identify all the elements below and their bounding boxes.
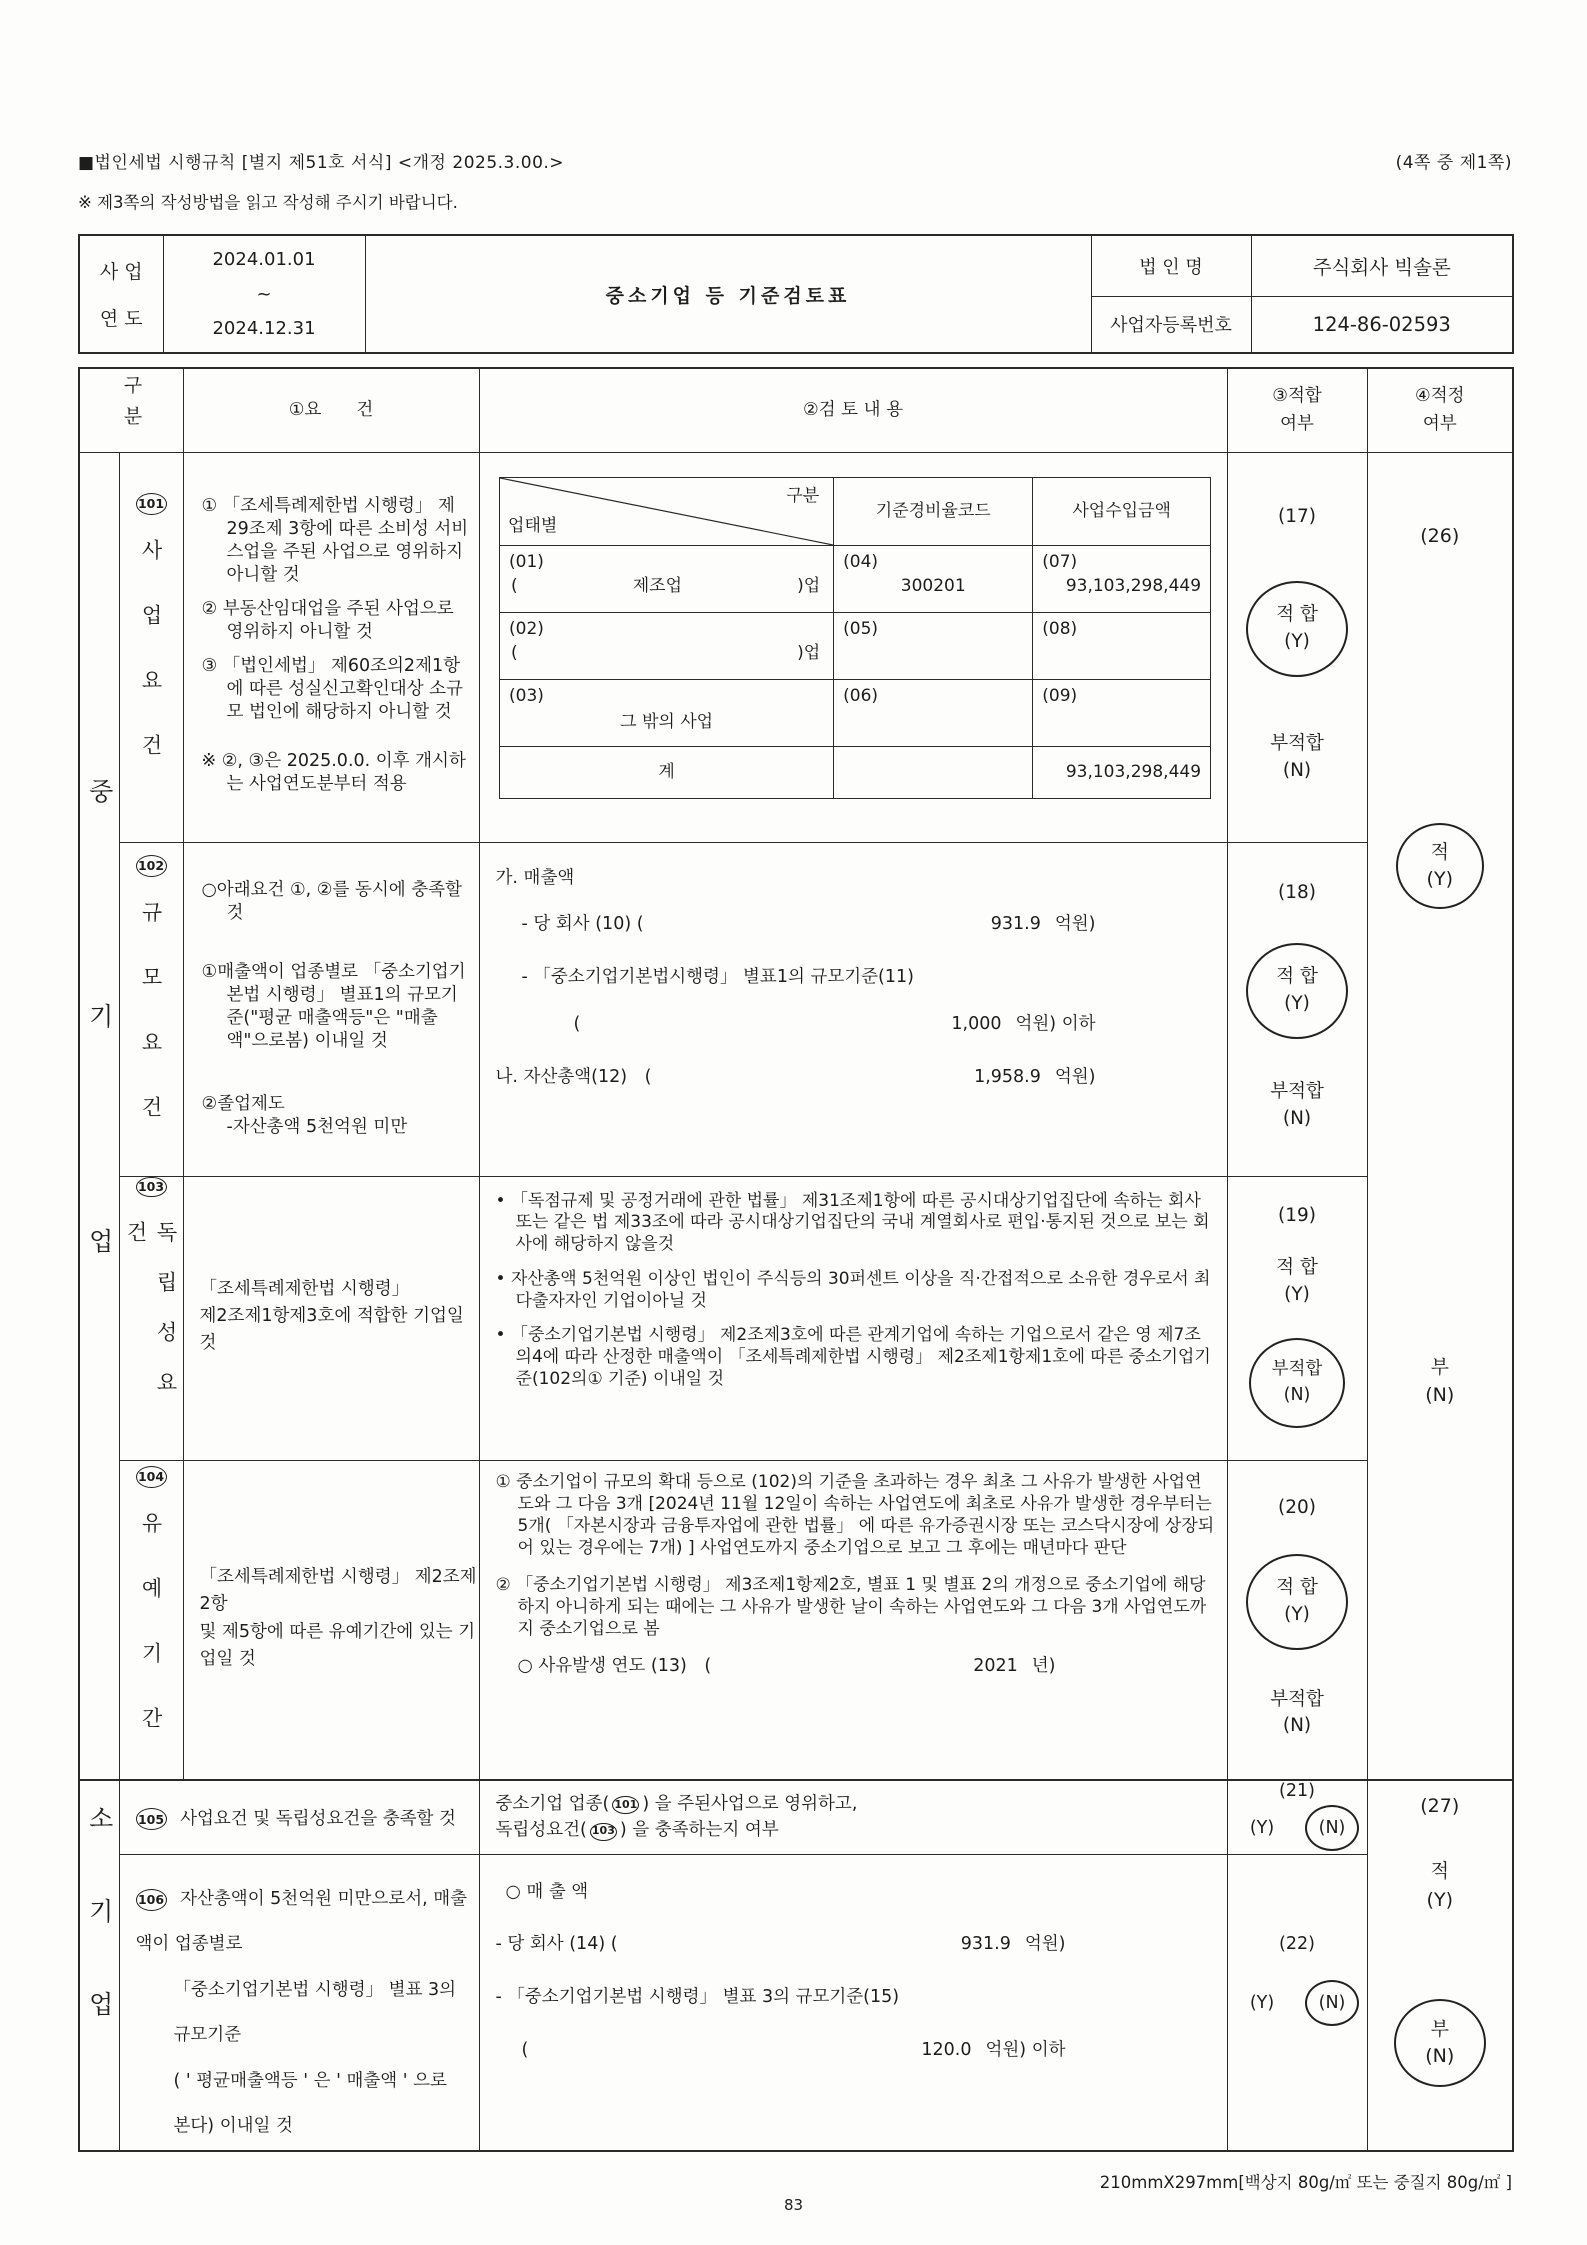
requirement-103	[183, 1176, 479, 1460]
column-header-row	[79, 368, 1513, 452]
result-19-cell	[1227, 1176, 1367, 1460]
review-line: 독립성요건( 103 ) 을 충족하는지 여부	[495, 1820, 779, 1841]
ref-badge-103: 103	[590, 1823, 617, 1841]
form-page	[78, 148, 1512, 2193]
requirement-text: 사업요건 및 독립성요건을 충족할 것	[180, 1808, 456, 1829]
section-104-badge-cell	[119, 1460, 183, 1780]
result-22-cell	[1227, 1854, 1367, 2151]
section-102-title: 규모요건	[139, 900, 163, 1161]
sales-own-row: - 당 회사 (14) ( 931.9 억원)	[495, 1934, 1066, 1955]
section-103-badge-cell	[119, 1176, 183, 1460]
industry-row-02	[500, 612, 1211, 679]
review-104	[479, 1460, 1227, 1780]
sales-own-row: - 당 회사 (10) ( 931.9 억원)	[521, 914, 1096, 935]
pass-mark-circled: 적 합 (Y)	[1246, 943, 1348, 1039]
requirement-text: 106 자산총액이 5천억원 미만으로서, 매출액이 업종별로	[135, 1888, 468, 1954]
requirement-text: 「조세특례제한법 시행령」	[199, 1278, 410, 1299]
review-bullet: • 「독점규제 및 공정거래에 관한 법률」 제31조제1항에 따른 공시대상기업집단에 속하는 회사 또는 같은 법 제33조에 따라 공시대상기업집단의 국내 계열회사로 편입·통지된 것으로 보는 회사에 해당하지 않을것	[495, 1190, 1210, 1254]
requirement-text: ② 부동산임대업을 주된 사업으로 영위하지 아니할 것	[201, 598, 454, 642]
requirement-text: ( ' 평균매출액등 ' 은 ' 매출액 ' 으로 본다) 이내일 것	[173, 2070, 447, 2136]
code-no: (05)	[843, 618, 879, 639]
col-header-fit: ③적합 여부	[1227, 368, 1367, 452]
requirement-text: -자산총액 5천억원 미만	[226, 1117, 408, 1138]
requirement-106	[119, 1854, 479, 2151]
result-21-cell	[1227, 1780, 1367, 1854]
table-row-105	[79, 1780, 1513, 1854]
corner-top-label: 구분	[786, 485, 820, 506]
instruction-note: ※ 제3쪽의 작성방법을 읽고 작성해 주시기 바랍니다.	[78, 193, 458, 212]
col-header-review: ②검 토 내 용	[479, 368, 1227, 452]
industry-revenue-table	[499, 477, 1211, 799]
sales-standard-line: - 「중소기업기본법시행령」 별표1의 규모기준(11)	[521, 967, 914, 987]
table-row-103	[79, 1176, 1513, 1460]
section-101-title: 사업요건	[139, 538, 163, 799]
adequacy-27-number: (27)	[1420, 1795, 1460, 1817]
sales-standard-row: ( 120.0 억원) 이하	[521, 2039, 1066, 2060]
revenue-value	[1042, 707, 1201, 737]
requirement-text: 「중소기업기본법 시행령」 별표 3의 규모기준	[173, 1979, 457, 2045]
business-year-label-cell	[79, 235, 163, 353]
group-label-medium: 중기업	[85, 778, 115, 1453]
table-row-102	[79, 842, 1513, 1176]
amount-no: (08)	[1042, 618, 1078, 639]
result-17-number: (17)	[1278, 506, 1316, 528]
review-paragraph: ① 중소기업이 규모의 확대 등으로 (102)의 기준을 초과하는 경우 최초 그 사유가 발생한 사업연도와 그 다음 3개 [2024년 11월 12일이 속하는 사업연도에 최초로 사유가 발생한 경우부터는 5개( 「자본시장과 금융투자업에 관한 법률」 에 따른 유가증권시장 또는 코스닥시장에 상장되어 있는 경우에는 7개) ] 사업연도까지 중소기업으로 보고 그 후에는 매년마다 판단	[495, 1471, 1215, 1558]
pass-mark-circled: 적 합 (Y)	[1246, 581, 1348, 677]
requirement-text: ① 「조세특례제한법 시행령」 제29조제 3항에 따른 소비성 서비스업을 주된 사업으로 영위하지 아니할 것	[201, 495, 469, 585]
asset-total-value: 1,958.9	[974, 1066, 1041, 1087]
pass-mark: 적 합 (Y)	[1276, 1257, 1318, 1305]
expense-code-value: 300201	[900, 575, 966, 596]
requirement-text: 제2조제1항제3호에 적합한 기업일것	[199, 1305, 464, 1354]
adequate-mark: 적 (Y)	[1426, 1860, 1453, 1911]
requirement-text: ①매출액이 업종별로 「중소기업기본법 시행령」 별표1의 규모기준("평균 매출액등"은 "매출액"으로봄) 이내일 것	[201, 961, 466, 1051]
result-20-number: (20)	[1278, 1496, 1316, 1518]
section-101-badge: 101	[136, 493, 167, 515]
period-start: 2024.01.01	[212, 249, 316, 271]
business-period-cell	[163, 235, 365, 353]
adequate-mark-circled: 적 (Y)	[1396, 823, 1484, 909]
review-paragraph: ② 「중소기업기본법 시행령」 제3조제1항제2호, 별표 1 및 별표 2의 개정으로 중소기업에 해당하지 아니하게 되는 때에는 그 사유가 발생한 날이 속하는 사업연도와 그 다음 3개 사업연도까지 중소기업으로 봄	[495, 1574, 1207, 1640]
col-header-adequacy: ④적정 여부	[1367, 368, 1513, 452]
section-103-badge: 103	[136, 1177, 167, 1198]
adequacy-26-cell	[1367, 452, 1513, 1780]
biz-reg-no-label: 사업자등록번호	[1091, 296, 1251, 353]
yes-mark: (Y)	[1249, 1992, 1275, 2013]
sales-own-value: 931.9	[990, 914, 1041, 935]
result-19-number: (19)	[1278, 1205, 1316, 1227]
sales-standard-value: 120.0	[921, 2039, 972, 2060]
section-106-badge: 106	[136, 1889, 167, 1911]
col-business-revenue: 사업수입금액	[1033, 477, 1211, 545]
industry-no: (02)	[509, 618, 544, 639]
group-label-small: 소기업	[85, 1804, 115, 2084]
review-bullet: • 자산총액 5천억원 이상인 법인이 주식등의 30퍼센트 이상을 직·간접적으로 소유한 경우로서 최다출자자인 기업이아닐 것	[495, 1268, 1211, 1311]
form-title: 중소기업 등 기준검토표	[365, 235, 1091, 353]
requirement-text: 「조세특례제한법 시행령」 제2조제2항	[199, 1567, 477, 1615]
biz-reg-no-value: 124-86-02593	[1251, 296, 1513, 353]
requirement-104	[183, 1460, 479, 1780]
result-17-cell	[1227, 452, 1367, 842]
amount-no: (09)	[1042, 685, 1078, 706]
section-105-badge: 105	[136, 1808, 167, 1830]
group-cell-small	[79, 1780, 119, 2151]
ref-badge-101: 101	[612, 1796, 639, 1814]
table-row-104	[79, 1460, 1513, 1780]
revenue-value: 93,103,298,449	[1065, 575, 1202, 596]
paren-close: )업	[797, 575, 821, 596]
group-cell-medium	[79, 452, 119, 1780]
corp-name-value: 주식회사 빅솔론	[1251, 235, 1513, 296]
paren-close: )업	[797, 642, 821, 663]
period-end: 2024.12.31	[212, 317, 316, 339]
business-year-label-1: 사 업	[99, 260, 143, 283]
corner-header-cell	[500, 477, 834, 545]
amount-no: (07)	[1042, 551, 1078, 572]
code-no: (06)	[843, 685, 879, 706]
result-20-cell	[1227, 1460, 1367, 1780]
fail-mark-circled: 부적합 (N)	[1249, 1338, 1345, 1428]
sales-standard-value: 1,000	[951, 1013, 1002, 1034]
review-table	[78, 367, 1514, 2152]
review-heading: ○ 매 출 액	[505, 1881, 589, 1902]
review-103	[479, 1176, 1227, 1460]
page-number: 83	[783, 2196, 804, 2214]
review-heading: 가. 매출액	[495, 867, 575, 888]
requirement-note: ※ ②, ③은 2025.0.0. 이후 개시하는 사업연도분부터 적용	[201, 751, 466, 795]
total-revenue-value: 93,103,298,449	[1033, 746, 1211, 798]
paren-open: (	[511, 642, 518, 663]
review-101	[479, 452, 1227, 842]
section-103-title: 독립성요건	[124, 1221, 178, 1422]
paren-open: (	[511, 575, 518, 596]
review-105	[479, 1780, 1227, 1854]
industry-row-01	[500, 545, 1211, 612]
section-101-badge-cell	[119, 452, 183, 842]
fail-mark: 부적합 (N)	[1270, 733, 1324, 781]
requirement-text: ○아래요건 ①, ②를 동시에 충족할 것	[201, 879, 462, 923]
adequacy-27-cell	[1367, 1780, 1513, 2151]
section-104-title: 유예기간	[139, 1511, 163, 1772]
industry-no: (01)	[509, 551, 544, 572]
form-reference: ■법인세법 시행규칙 [별지 제51호 서식] <개정 2025.3.00.>	[78, 153, 565, 173]
adequacy-26-number: (26)	[1420, 524, 1460, 547]
requirement-102	[183, 842, 479, 1176]
no-mark-circled: (N)	[1305, 1980, 1359, 2026]
review-106	[479, 1854, 1227, 2151]
fail-mark: 부적합 (N)	[1270, 1688, 1324, 1737]
col-expense-code: 기준경비율코드	[834, 477, 1033, 545]
inadequate-mark: 부 (N)	[1425, 1355, 1455, 1406]
requirement-105	[119, 1780, 479, 1854]
col-header-requirement: ①요 건	[183, 368, 479, 452]
paper-spec-note: 210mmX297mm[백상지 80g/㎡ 또는 중질지 80g/㎡ ]	[1099, 2172, 1512, 2192]
industry-name: 제조업	[632, 575, 683, 596]
total-label: 계	[500, 746, 834, 798]
review-line: 중소기업 업종( 101 ) 을 주된사업으로 영위하고,	[495, 1794, 858, 1814]
inadequate-mark-circled: 부 (N)	[1394, 1999, 1486, 2087]
result-22-number: (22)	[1279, 1933, 1315, 1954]
section-104-badge: 104	[136, 1466, 167, 1488]
sales-own-value: 931.9	[960, 1934, 1011, 1955]
sales-standard-row: ( 1,000 억원) 이하	[573, 1013, 1096, 1034]
revenue-value	[1042, 640, 1201, 670]
table-row-101	[79, 452, 1513, 842]
pass-mark-circled: 적 합 (Y)	[1246, 1554, 1348, 1650]
col-header-gubun: 구분	[79, 368, 183, 452]
industry-total-row	[500, 746, 1211, 798]
fail-mark: 부적합 (N)	[1270, 1081, 1324, 1129]
code-no: (04)	[843, 551, 879, 572]
sales-standard-line: - 「중소기업기본법 시행령」 별표 3의 규모기준(15)	[495, 1987, 900, 2007]
result-18-cell	[1227, 842, 1367, 1176]
no-mark-circled: (N)	[1305, 1805, 1359, 1851]
review-102	[479, 842, 1227, 1176]
page-indicator: (4쪽 중 제1쪽)	[1395, 153, 1512, 173]
requirement-101	[183, 452, 479, 842]
cause-year-value: 2021	[973, 1656, 1018, 1677]
business-year-label-2: 연 도	[99, 308, 143, 331]
cause-year-row: ○ 사유발생 연도 (13) ( 2021 년)	[517, 1656, 1056, 1677]
table-row-106	[79, 1854, 1513, 2151]
header-band	[78, 234, 1514, 354]
section-102-badge: 102	[136, 855, 167, 877]
asset-total-row: 나. 자산총액(12) ( 1,958.9 억원)	[495, 1066, 1096, 1087]
requirement-text: 및 제5항에 따른 유예기간에 있는 기업일 것	[199, 1621, 476, 1669]
review-bullet: • 「중소기업기본법 시행령」 제2조제3호에 따른 관계기업에 속하는 기업으로서 같은 영 제7조의4에 따라 산정한 매출액이 「조세특례제한법 시행령」 제2조제1항제1호에 따른 중소기업기준(102의① 기준) 이내일 것	[495, 1325, 1211, 1389]
section-102-badge-cell	[119, 842, 183, 1176]
industry-row-03	[500, 679, 1211, 746]
corner-bottom-label: 업태별	[508, 516, 558, 537]
result-21-number: (21)	[1279, 1781, 1315, 1801]
yes-mark: (Y)	[1249, 1818, 1275, 1838]
expense-code-value	[843, 640, 1023, 670]
requirement-text: ③ 「법인세법」 제60조의2제1항에 따른 성실신고확인대상 소규모 법인에 해당하지 아니할 것	[201, 656, 463, 723]
industry-no: (03)	[509, 685, 544, 706]
expense-code-value	[843, 707, 1023, 737]
requirement-text: ②졸업제도	[201, 1094, 285, 1115]
top-header-row	[78, 148, 1512, 173]
result-18-number: (18)	[1278, 882, 1316, 904]
corp-name-label: 법 인 명	[1091, 235, 1251, 296]
industry-name: 그 밖의 사업	[620, 711, 714, 732]
period-tilde: ~	[256, 283, 272, 305]
